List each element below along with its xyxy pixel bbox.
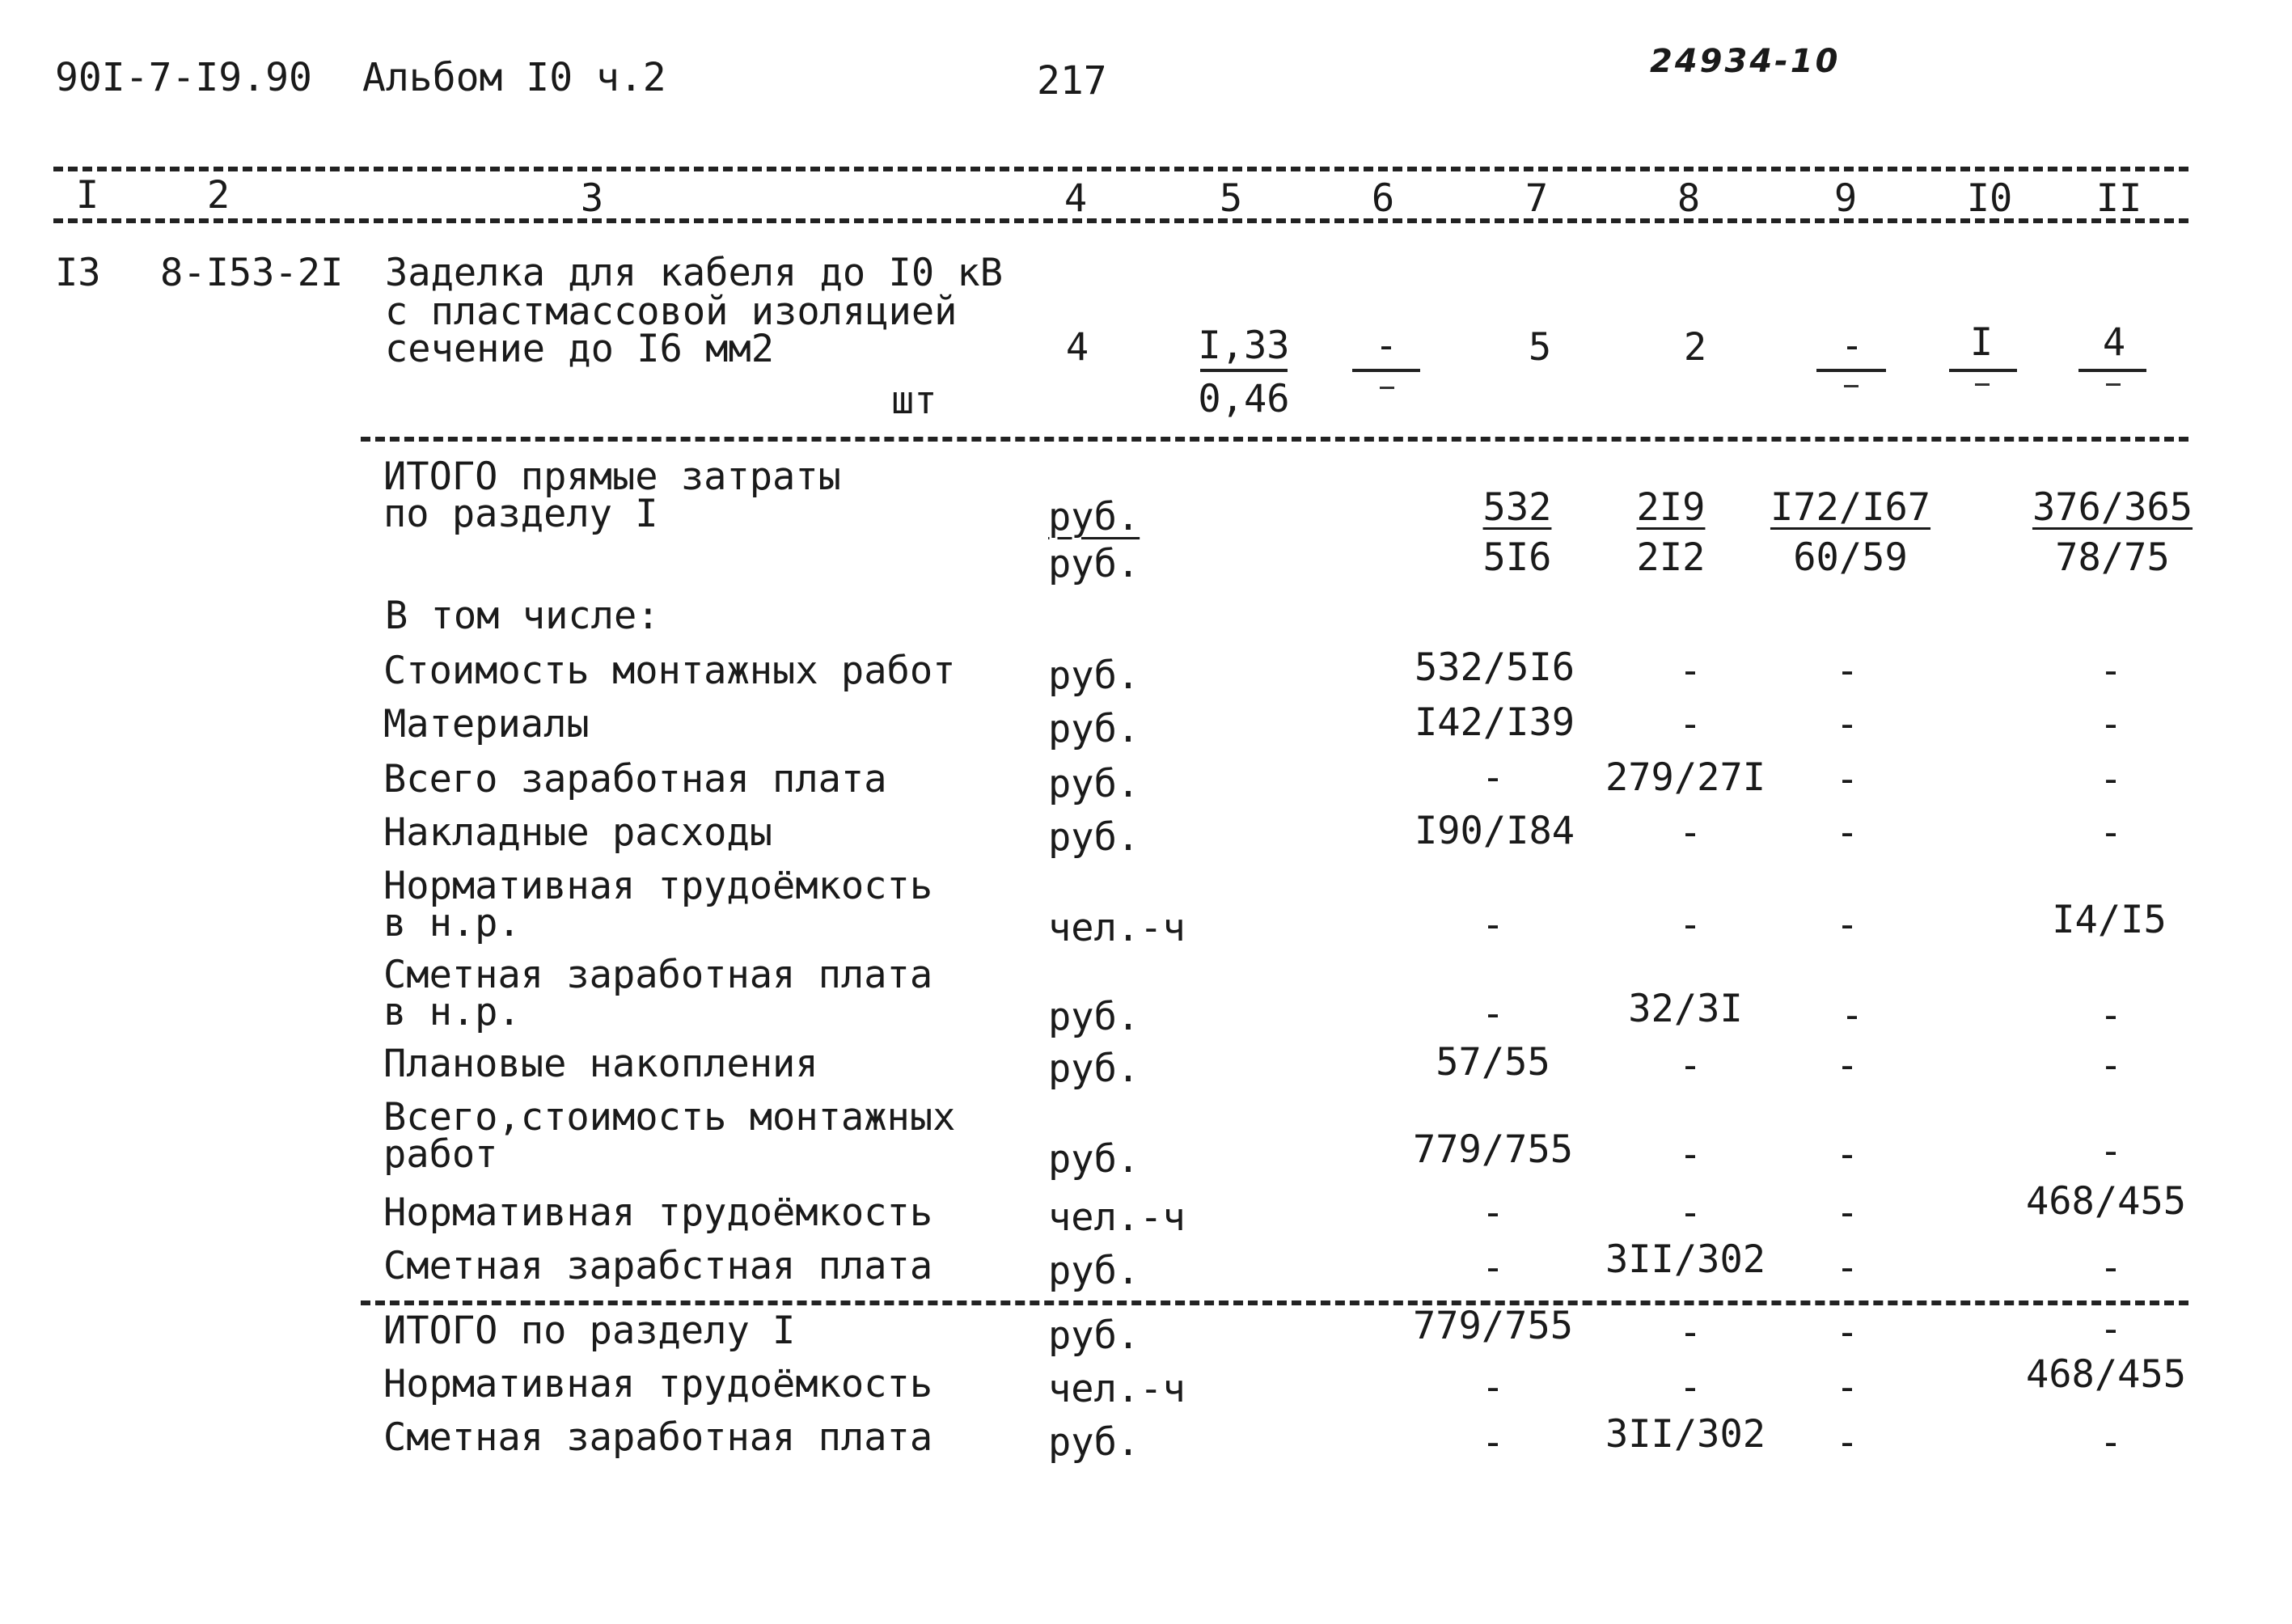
col-header-3: 3 (580, 176, 604, 221)
item-col5-bottom: 0,46 (1198, 377, 1290, 421)
row-col8: - (1678, 649, 1702, 693)
col-header-8: 8 (1677, 176, 1701, 221)
row-col9: - (1835, 1191, 1859, 1235)
row-col9: - (1835, 810, 1859, 855)
row-col8: - (1678, 1310, 1702, 1355)
row-col9: - (1835, 1245, 1859, 1290)
col-header-11: II (2095, 176, 2142, 221)
row-col9: - (1835, 649, 1859, 693)
row-col9: - (1835, 1132, 1859, 1177)
item-separator-rule (361, 437, 2188, 442)
item-col6: - (1374, 324, 1398, 368)
row-col8: - (1678, 1191, 1702, 1235)
row-col11: 468/455 (2025, 1352, 2187, 1397)
col11-bottom-dash (2106, 383, 2121, 386)
row-col7: 57/55 (1436, 1040, 1550, 1085)
row-col7: 779/755 (1412, 1304, 1574, 1348)
item-unit: шт (891, 379, 937, 423)
row-col7: - (1481, 1420, 1505, 1465)
row-unit: руб. (1048, 995, 1140, 1039)
row-col9: - (1835, 903, 1859, 947)
row-label: Материалы (383, 702, 590, 746)
row-col11: - (2099, 993, 2123, 1038)
album-label: Альбом I0 ч.2 (362, 55, 666, 100)
item-col9: - (1840, 324, 1864, 368)
col10-bottom-dash (1975, 383, 1990, 386)
col-header-10: I0 (1966, 176, 2013, 221)
item-row-number: I3 (55, 251, 101, 295)
row-col8: 3II/302 (1605, 1412, 1766, 1457)
row-label: ИТОГО по разделу I (383, 1309, 796, 1353)
totals-direct-col9-bottom: 60/59 (1793, 535, 1908, 580)
row-unit: руб. (1048, 762, 1140, 806)
header-top-rule (53, 167, 2188, 171)
row-label: Нормативная трудоёмкость (383, 864, 933, 908)
item-desc-line-3: сечение до I6 мм2 (385, 327, 775, 371)
row-label: Всего,стоимость монтажных (383, 1095, 956, 1140)
totals-direct-label-1: ИТОГО прямые затраты (383, 455, 841, 499)
row-unit: руб. (1048, 1047, 1140, 1091)
row-label-cont: в н.р. (383, 990, 521, 1034)
row-label: Сметная заработная плата (383, 953, 933, 997)
row-label: Нормативная трудоёмкость (383, 1191, 933, 1235)
row-col11: - (2099, 1129, 2123, 1174)
row-col9: - (1840, 993, 1864, 1038)
row-col11: - (2099, 1307, 2123, 1351)
item-col11: 4 (2102, 320, 2126, 365)
final-separator-rule (361, 1300, 2188, 1305)
col11-fraction-bar (2078, 369, 2146, 372)
row-col7: - (1481, 903, 1505, 947)
row-col7: - (1481, 1245, 1505, 1290)
col9-fraction-bar (1816, 369, 1886, 372)
row-col7: 532/5I6 (1414, 645, 1575, 690)
totals-direct-col7-top: 532 (1482, 485, 1552, 530)
row-col9: - (1835, 757, 1859, 801)
row-col11: - (2099, 1420, 2123, 1465)
row-col8: - (1678, 1365, 1702, 1410)
row-label: Всего заработная плата (383, 757, 887, 801)
col10-fraction-bar (1949, 369, 2017, 372)
row-col11: - (2099, 757, 2123, 801)
row-col11: - (2099, 1043, 2123, 1088)
row-col7: 779/755 (1412, 1127, 1574, 1172)
row-label-cont: в н.р. (383, 901, 521, 945)
row-col11: - (2099, 810, 2123, 855)
row-col8: 32/3I (1628, 987, 1743, 1031)
doc-inventory-number: 24934-10 (1650, 43, 1841, 80)
row-unit: руб. (1048, 1249, 1140, 1293)
row-col11: I4/I5 (2052, 898, 2167, 942)
row-col11: - (2099, 1245, 2123, 1290)
row-unit: руб. (1048, 1420, 1140, 1465)
row-unit: руб. (1048, 707, 1140, 751)
totals-direct-unit-bottom: руб. (1048, 542, 1140, 586)
totals-direct-label-2: по разделу I (383, 492, 658, 536)
item-col8: 2 (1683, 325, 1707, 370)
totals-direct-col11-top: 376/365 (2032, 485, 2193, 530)
row-col8: 279/27I (1605, 755, 1766, 800)
col-header-9: 9 (1833, 176, 1858, 221)
including-label: В том числе: (385, 594, 660, 638)
row-unit: чел.-ч (1048, 1195, 1186, 1240)
row-unit: руб. (1048, 1137, 1140, 1182)
row-col7: - (1481, 992, 1505, 1036)
row-label: Накладные расходы (383, 810, 773, 855)
col9-bottom-dash (1844, 385, 1859, 387)
col-header-4: 4 (1064, 176, 1088, 221)
row-col7: I90/I84 (1414, 809, 1575, 853)
row-label: Плановые накопления (383, 1042, 818, 1086)
row-col7: - (1481, 755, 1505, 800)
row-label: Сметная зарабстная плата (383, 1244, 933, 1288)
totals-direct-col8-top: 2I9 (1636, 485, 1706, 530)
col-header-7: 7 (1524, 176, 1549, 221)
item-desc-line-2: с пластмассовой изоляцией (385, 290, 958, 334)
row-col11: 468/455 (2025, 1179, 2187, 1224)
row-col9: - (1835, 702, 1859, 746)
col-header-6: 6 (1371, 176, 1395, 221)
row-col8: - (1678, 1132, 1702, 1177)
row-unit: руб. (1048, 1313, 1140, 1358)
row-label: Нормативная трудоёмкость (383, 1362, 933, 1406)
totals-direct-col8-bottom: 2I2 (1636, 535, 1706, 580)
totals-direct-col9-top: I72/I67 (1770, 485, 1931, 530)
row-col11: - (2099, 649, 2123, 693)
row-col8: - (1678, 702, 1702, 746)
col-header-2: 2 (206, 173, 230, 218)
row-col8: - (1678, 810, 1702, 855)
row-label-cont: работ (383, 1132, 498, 1177)
row-unit: руб. (1048, 653, 1140, 698)
item-col4: 4 (1065, 325, 1089, 370)
totals-direct-col11-bottom: 78/75 (2055, 535, 2170, 580)
row-col7: I42/I39 (1414, 700, 1575, 745)
col6-fraction-bar (1352, 369, 1420, 372)
row-col9: - (1835, 1310, 1859, 1355)
row-label: Стоимость монтажных работ (383, 649, 956, 693)
document-code: 90I-7-I9.90 (55, 55, 312, 100)
item-col5-top: I,33 (1198, 324, 1290, 368)
col-header-5: 5 (1219, 176, 1243, 221)
row-col7: - (1481, 1365, 1505, 1410)
row-col8: - (1678, 903, 1702, 947)
col-header-1: I (75, 173, 99, 218)
row-col9: - (1835, 1043, 1859, 1088)
row-unit: чел.-ч (1048, 1367, 1186, 1411)
row-label: Сметная заработная плата (383, 1415, 933, 1460)
row-col9: - (1835, 1365, 1859, 1410)
totals-direct-col7-bottom: 5I6 (1482, 535, 1552, 580)
item-desc-line-1: Заделка для кабеля до I0 кВ (385, 251, 1004, 295)
item-col10: I (1969, 320, 1994, 365)
row-col8: - (1678, 1043, 1702, 1088)
row-col7: - (1481, 1191, 1505, 1235)
col5-fraction-bar (1200, 369, 1288, 372)
row-col11: - (2099, 702, 2123, 746)
row-unit: руб. (1048, 815, 1140, 860)
row-col9: - (1835, 1420, 1859, 1465)
page-number: 217 (1037, 58, 1107, 104)
item-norm-code: 8-I53-2I (160, 251, 344, 295)
row-unit: чел.-ч (1048, 906, 1186, 950)
header-bottom-rule (53, 218, 2188, 223)
item-col7: 5 (1528, 325, 1552, 370)
totals-direct-unit-top: руб. (1048, 495, 1140, 539)
row-col8: 3II/302 (1605, 1237, 1766, 1282)
col6-bottom-dash (1380, 387, 1394, 389)
